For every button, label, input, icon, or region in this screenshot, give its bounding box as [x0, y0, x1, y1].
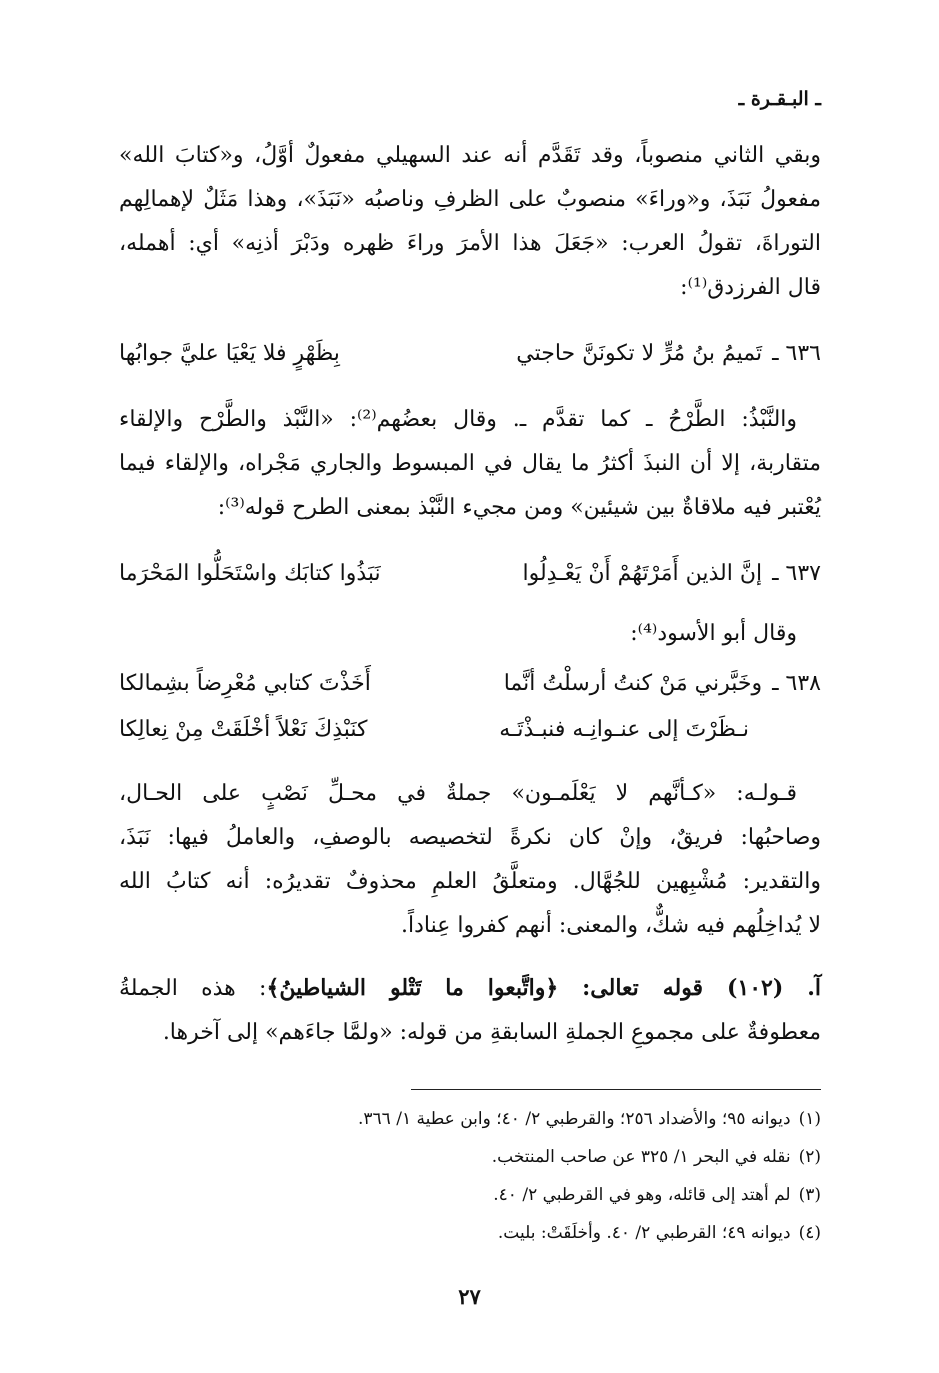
- paragraph-1: [119, 134, 821, 310]
- footnote-text: نقله في البحر ١/ ٣٢٥ عن صاحب المنتخب.: [491, 1147, 791, 1167]
- verse-638-line-2: [119, 708, 821, 752]
- footnotes: [119, 1100, 821, 1252]
- footnote: [119, 1138, 821, 1176]
- verse-second-hemistich: بِظَهْرٍ فلا يَعْيَا عليَّ جوابُها: [119, 341, 340, 366]
- paragraph-3: [119, 612, 821, 656]
- text-line: وصاحبُها: فريقٌ، وإنْ كان نكرةً لتخصيصه بالوصفِ، والعاملُ فيها: نَبَذَ،: [119, 825, 821, 850]
- text-line: يُعْتبر فيه ملاقاةٌ بين شيئين» ومن مجيء النَّبْذ بمعنى الطرح قوله⁽³⁾:: [217, 495, 821, 520]
- verse-636: [119, 332, 821, 376]
- paragraph-5: [119, 966, 821, 1055]
- page-number: ٢٧: [458, 1284, 481, 1309]
- verse-second-hemistich: كنَبْذِكَ نَعْلاً أخْلَقَتْ مِنْ نِعالِكا: [119, 717, 368, 742]
- text-line: التوراةَ، تقولُ العرب: «جَعَلَ هذا الأمرَ وراءَ ظهره ودَبْرَ أذنِه» أي: أهمله،: [119, 231, 821, 256]
- verse-first-hemistich: ٦٣٦ ـتَميمُ بنُ مُرٍّ لا تكونَنَّ حاجتي: [516, 341, 821, 366]
- text-line: لا يُداخِلُهم فيه شكٌّ، والمعنى: أنهم كفروا عِناداً.: [401, 913, 821, 938]
- text-line: قـولـه: «كـأنَّهم لا يَعْلَمـون» جملةٌ في محـلِّ نَصْبٍ على الحـال،: [119, 781, 797, 806]
- verse-reference: آ. (١٠٢) قوله تعالى: ﴿واتَّبعوا ما تَتْلو الشياطينُ﴾: [266, 975, 821, 1001]
- text-line: والنَّبْذُ: الطَّرْحُ ـ كما تقدَّم ـ. وقال بعضُهم⁽²⁾: «النَّبْذ والطَّرْح والإلقاء: [119, 407, 798, 432]
- text-line: وقال أبو الأسود⁽⁴⁾:: [630, 621, 797, 646]
- footnote: [119, 1214, 821, 1252]
- verse-number: ٦٣٧ ـ: [772, 561, 821, 586]
- verse-second-hemistich: نَبَذُوا كتابَك واسْتَحَلُّوا المَحْرَما: [119, 561, 381, 586]
- verse-first-hemistich: نـظَرْتَ إلى عنـوانِـه فنبـذْتَـه: [499, 717, 749, 742]
- verse-638-line-1: [119, 662, 821, 706]
- footnote-text: لم أهتد إلى قائله، وهو في القرطبي ٢/ ٤٠.: [493, 1185, 791, 1205]
- footnote-separator: [411, 1089, 821, 1090]
- verse-second-hemistich: أَخَذْتَ كتابي مُعْرِضاً بشِمالكا: [119, 671, 371, 696]
- verse-first-hemistich: ٦٣٧ ـإنَّ الذين أَمَرْتَهُمْ أَنْ يَعْـدِلُوا: [522, 561, 821, 586]
- text-line: متقاربة، إلا أن النبذَ أكثرُ ما يقال في المبسوط والجاري مَجْراه، والإلقاء فيما: [119, 451, 821, 476]
- text-line: [119, 966, 821, 1011]
- footnote-text: ديوانه ٤٩؛ القرطبي ٢/ ٤٠. وأخلَقَتْ: بليت.: [497, 1223, 791, 1243]
- footnote: [119, 1100, 821, 1138]
- text-line: وبقي الثاني منصوباً، وقد تَقَدَّم أنه عند السهيلي مفعولٌ أوَّلُ، و«كتابَ الله»: [119, 143, 821, 168]
- footnote-number: (٢): [798, 1147, 821, 1167]
- verse-first-hemistich: ٦٣٨ ـوخَبَّرني مَنْ كنتُ أرسلْتُ أنَّما: [503, 671, 821, 696]
- text-fragment: : هذه الجملةُ: [119, 976, 267, 1001]
- verse-number: ٦٣٦ ـ: [772, 341, 821, 366]
- footnote-number: (٣): [798, 1185, 821, 1205]
- footnote-number: (٤): [798, 1223, 821, 1243]
- running-header: ـ البـقـرة ـ: [738, 88, 821, 110]
- paragraph-4: [119, 772, 821, 948]
- verse-number: ٦٣٨ ـ: [772, 671, 821, 696]
- paragraph-2: [119, 398, 821, 530]
- text-line: معطوفةٌ على مجموعِ الجملةِ السابقةِ من قوله: «ولمَّا جاءَهم» إلى آخرها.: [162, 1020, 821, 1045]
- text-line: والتقدير: مُشْبِهين للجُهَّال. ومتعلَّقُ العلمِ محذوفٌ تقديرُه: أنه كتابُ الله: [119, 869, 821, 894]
- footnote-text: ديوانه ٩٥؛ والأضداد ٢٥٦؛ والقرطبي ٢/ ٤٠؛ وابن عطية ١/ ٣٦٦.: [358, 1109, 791, 1129]
- footnote-number: (١): [798, 1109, 821, 1129]
- text-line: قال الفرزدق⁽¹⁾:: [680, 275, 821, 300]
- footnote: [119, 1176, 821, 1214]
- text-line: مفعولُ نَبَذَ، و«وراءَ» منصوبٌ على الظرفِ وناصبُه «نَبَذَ»، وهذا مَثَلٌ لإهمالِهم: [119, 187, 821, 212]
- verse-637: [119, 552, 821, 596]
